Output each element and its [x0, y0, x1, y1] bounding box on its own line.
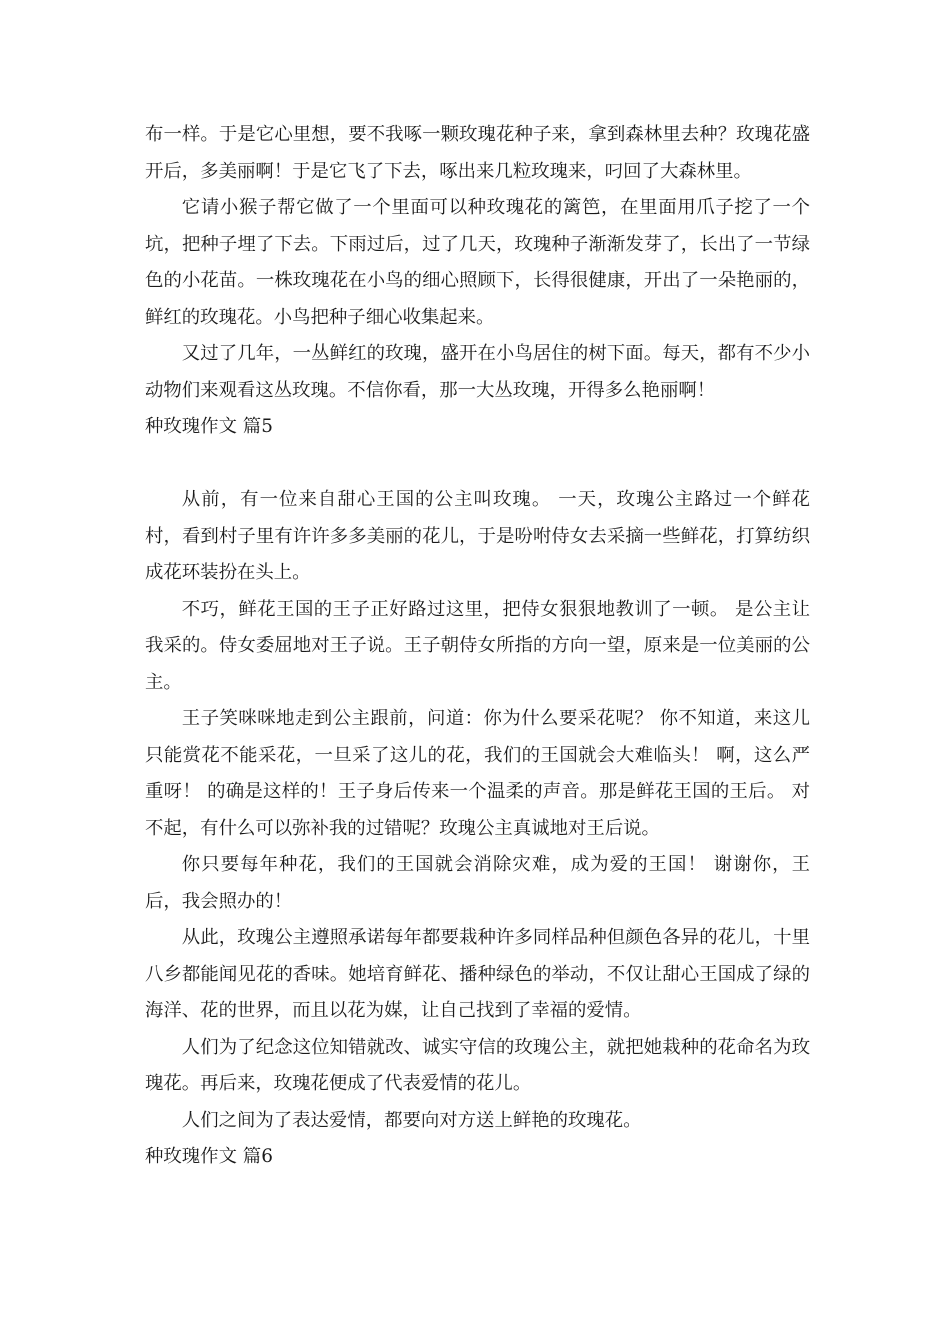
paragraph: 不巧，鲜花王国的王子正好路过这里，把侍女狠狠地教训了一顿。 是公主让我采的。侍女委屈地对王子说。王子朝侍女所指的方向一望，原来是一位美丽的公主。 [145, 598, 810, 693]
paragraph: 又过了几年，一丛鲜红的玫瑰，盛开在小鸟居住的树下面。每天，都有不少小动物们来观看这丛玫瑰。不信你看，那一大丛玫瑰，开得多么艳丽啊！ [145, 343, 810, 401]
document-page [145, 117, 810, 1176]
paragraph: 王子笑咪咪地走到公主跟前，问道：你为什么要采花呢？ 你不知道，来这儿只能赏花不能采花，一旦采了这儿的花，我们的王国就会大难临头！ 啊，这么严重呀！ 的确是这样的！王子身后传来一个温柔的声音。那是鲜花王国的王后。 对不起，有什么可以弥补我的过错呢？玫瑰公主真诚地对王后说。 [145, 708, 810, 839]
paragraph: 它请小猴子帮它做了一个里面可以种玫瑰花的篱笆，在里面用爪子挖了一个坑，把种子埋了下去。下雨过后，过了几天，玫瑰种子渐渐发芽了，长出了一节绿色的小花苗。一株玫瑰花在小鸟的细心照顾下，长得很健康，开出了一朵艳丽的，鲜红的玫瑰花。小鸟把种子细心收集起来。 [145, 197, 810, 328]
blank-line [145, 446, 810, 483]
paragraph: 从前，有一位来自甜心王国的公主叫玫瑰。 一天，玫瑰公主路过一个鲜花村，看到村子里有许许多多美丽的花儿，于是吩咐侍女去采摘一些鲜花，打算纺织成花环装扮在头上。 [145, 489, 810, 583]
paragraph: 你只要每年种花，我们的王国就会消除灾难，成为爱的王国！ 谢谢你，王后，我会照办的！ [145, 854, 810, 912]
paragraph: 人们为了纪念这位知错就改、诚实守信的玫瑰公主，就把她栽种的花命名为玫瑰花。再后来，玫瑰花便成了代表爱情的花儿。 [145, 1036, 810, 1094]
section-heading: 种玫瑰作文 篇5 [145, 416, 273, 437]
paragraph: 从此，玫瑰公主遵照承诺每年都要栽种许多同样品种但颜色各异的花儿，十里八乡都能闻见花的香味。她培育鲜花、播种绿色的举动，不仅让甜心王国成了绿的海洋、花的世界，而且以花为媒，让自己找到了幸福的爱情。 [145, 927, 810, 1021]
paragraph: 布一样。于是它心里想，要不我啄一颗玫瑰花种子来，拿到森林里去种？玫瑰花盛开后，多美丽啊！于是它飞了下去，啄出来几粒玫瑰来，叼回了大森林里。 [145, 124, 810, 182]
paragraph: 人们之间为了表达爱情，都要向对方送上鲜艳的玫瑰花。 [181, 1109, 642, 1131]
section-heading: 种玫瑰作文 篇6 [145, 1146, 273, 1167]
